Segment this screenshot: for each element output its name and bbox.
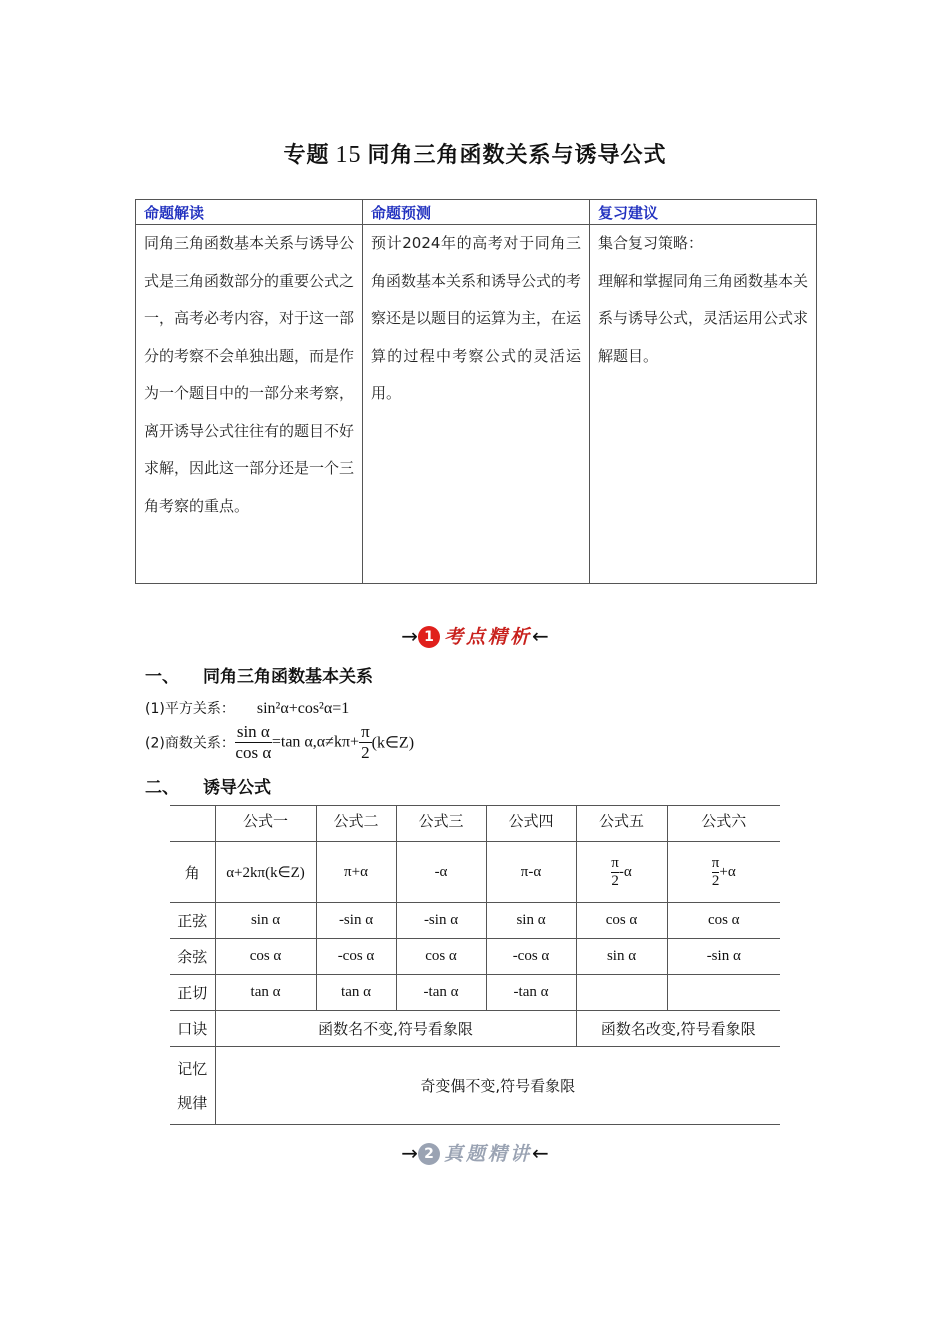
- sine-value: -sin α: [316, 903, 396, 939]
- suggestion-cell: [590, 225, 817, 584]
- memory-rule: 奇变偶不变,符号看象限: [215, 1047, 780, 1125]
- pi-over-two: $\frac{\pi}{2}$: [361, 722, 370, 762]
- header-interpretation: 命题解读: [136, 200, 363, 225]
- angle-label: 角: [170, 842, 215, 903]
- formula-1-header: 公式一: [215, 806, 316, 842]
- tangent-value: [576, 975, 667, 1011]
- cosine-label: 余弦: [170, 939, 215, 975]
- angle-1: α+2kπ(k∈Z): [215, 842, 316, 903]
- tangent-label: 正切: [170, 975, 215, 1011]
- page-title: 专题 15 同角三角函数关系与诱导公式: [283, 142, 667, 168]
- prediction-text: 预计2024年的高考对于同角三角函数基本关系和诱导公式的考察还是以题目的运算为主，在运算的过程中考察公式的灵活运用。: [363, 225, 590, 584]
- cosine-value: cos α: [396, 939, 486, 975]
- cosine-value: -sin α: [667, 939, 780, 975]
- mnemonic-unchanged: 函数名不变,符号看象限: [215, 1011, 576, 1047]
- banner-exam-questions: → 2 真题精讲←: [401, 1141, 549, 1165]
- sine-value: sin α: [486, 903, 576, 939]
- angle-5: $\frac{\pi}{2}$ -α: [576, 842, 667, 903]
- square-relation: (1)平方关系： sin²α+cos²α=1: [145, 700, 350, 717]
- suggestion-line2: 理解和掌握同角三角函数基本关系与诱导公式，灵活运用公式求解题目。: [598, 271, 809, 365]
- tangent-value: -tan α: [486, 975, 576, 1011]
- formula-3-header: 公式三: [396, 806, 486, 842]
- mnemonic-changed: 函数名改变,符号看象限: [576, 1011, 780, 1047]
- angle-4: π-α: [486, 842, 576, 903]
- section2-heading: 二、 诱导公式: [145, 778, 271, 798]
- sine-value: cos α: [576, 903, 667, 939]
- sine-value: sin α: [215, 903, 316, 939]
- formula-2-header: 公式二: [316, 806, 396, 842]
- cosine-value: cos α: [215, 939, 316, 975]
- formula-4-header: 公式四: [486, 806, 576, 842]
- angle-6: $\frac{\pi}{2}$ +α: [667, 842, 780, 903]
- sine-label: 正弦: [170, 903, 215, 939]
- sine-value: cos α: [667, 903, 780, 939]
- quotient-fraction: $\frac{\text{sin α}}{\text{cos α}}$: [235, 722, 272, 762]
- tangent-value: -tan α: [396, 975, 486, 1011]
- memory-rule-label: 记忆 规律: [170, 1047, 215, 1125]
- sine-value: -sin α: [396, 903, 486, 939]
- section1-heading: 一、 同角三角函数基本关系: [145, 667, 373, 687]
- induction-formula-table: [170, 805, 780, 1125]
- interpretation-text: 同角三角函数基本关系与诱导公式是三角函数部分的重要公式之一，高考必考内容，对于这一部分的考察不会单独出题，而是作为一个题目中的一部分来考察，离开诱导公式往往有的题目不好求解，因此这一部分还是一个三角考察的重点。: [136, 225, 363, 584]
- overview-table: [135, 199, 817, 584]
- mnemonic-label: 口诀: [170, 1011, 215, 1047]
- formula-6-header: 公式六: [667, 806, 780, 842]
- header-suggestion: 复习建议: [590, 200, 817, 225]
- formula-5-header: 公式五: [576, 806, 667, 842]
- quotient-relation: (2)商数关系： $\frac{\text{sin α}}{\text{cos α}}$ =tan α,α≠kπ+ $\frac{\pi}{2}$ (k∈Z): [145, 722, 415, 762]
- tangent-value: [667, 975, 780, 1011]
- angle-2: π+α: [316, 842, 396, 903]
- cosine-value: -cos α: [486, 939, 576, 975]
- cosine-value: -cos α: [316, 939, 396, 975]
- number-badge: 1: [418, 626, 440, 648]
- angle-3: -α: [396, 842, 486, 903]
- number-badge: 2: [418, 1143, 440, 1165]
- cosine-value: sin α: [576, 939, 667, 975]
- banner-key-points: → 1 考点精析←: [401, 624, 549, 648]
- header-prediction: 命题预测: [363, 200, 590, 225]
- suggestion-line1: 集合复习策略：: [598, 234, 704, 252]
- tangent-value: tan α: [316, 975, 396, 1011]
- tangent-value: tan α: [215, 975, 316, 1011]
